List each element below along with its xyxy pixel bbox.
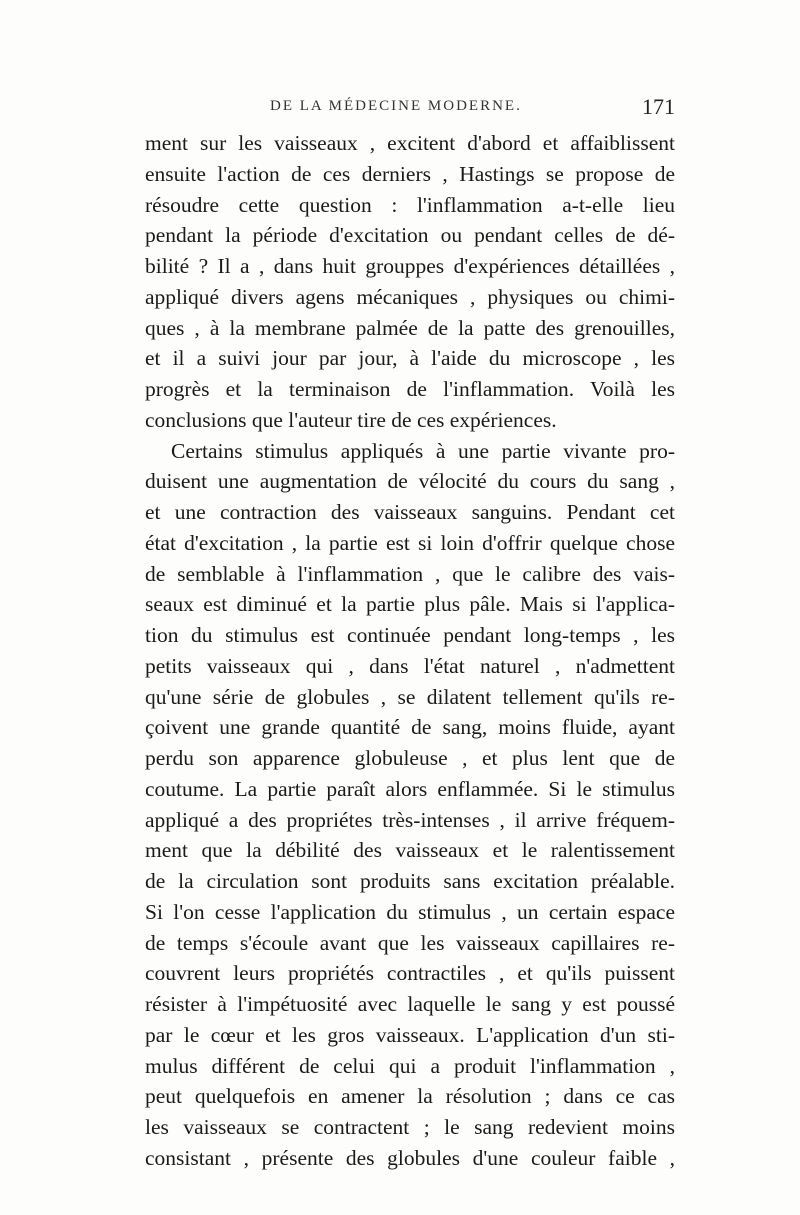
- text-line: mulus différent de celui qui a produit l'inflammation ,: [145, 1053, 675, 1078]
- text-line: de temps s'écoule avant que les vaisseaux capillaires re-: [145, 930, 675, 955]
- text-line: ment que la débilité des vaisseaux et le ralentissement: [145, 838, 675, 863]
- text-line: duisent une augmentation de vélocité du cours du sang ,: [145, 469, 675, 494]
- text-line: tion du stimulus est continuée pendant long-temps , les: [145, 623, 675, 647]
- text-line: bilité ? Il a , dans huit grouppes d'expériences détaillées ,: [145, 254, 675, 278]
- text-line: résoudre cette question : l'inflammation a-t-elle lieu: [145, 192, 675, 217]
- text-line: par le cœur et les gros vaisseaux. L'application d'un sti-: [145, 1022, 675, 1047]
- text-line: qu'une série de globules , se dilatent tellement qu'ils re-: [145, 684, 675, 709]
- text-line: ment sur les vaisseaux , excitent d'abord et affaiblissent: [145, 131, 675, 155]
- text-line: peut quelquefois en amener la résolution ; dans ce cas: [145, 1084, 675, 1109]
- text-line: et il a suivi jour par jour, à l'aide du microscope , les: [145, 346, 675, 371]
- text-line: pendant la période d'excitation ou pendant celles de dé-: [145, 223, 675, 248]
- text-line: ensuite l'action de ces derniers , Hastings se propose de: [145, 161, 675, 186]
- text-line: consistant , présente des globules d'une couleur faible ,: [145, 1145, 675, 1170]
- text-line: couvrent leurs propriétés contractiles , et qu'ils puissent: [145, 961, 675, 986]
- text-line: état d'excitation , la partie est si loin d'offrir quelque chose: [145, 530, 675, 555]
- text-line: çoivent une grande quantité de sang, moins fluide, ayant: [145, 715, 675, 740]
- page-header: [145, 94, 675, 128]
- text-line: seaux est diminué et la partie plus pâle. Mais si l'applica-: [145, 592, 675, 617]
- text-line: conclusions que l'auteur tire de ces expériences.: [145, 407, 557, 432]
- text-line: coutume. La partie paraît alors enflammée. Si le stimulus: [145, 776, 675, 801]
- text-line: progrès et la terminaison de l'inflammation. Voilà les: [145, 377, 675, 401]
- page-number: 171: [642, 94, 675, 119]
- running-head: DE LA MÉDECINE MODERNE.: [270, 98, 522, 114]
- text-line: de semblable à l'inflammation , que le calibre des vais-: [145, 561, 675, 586]
- text-line: appliqué a des propriétes très-intenses , il arrive fréquem-: [145, 807, 675, 832]
- text-line: résister à l'impétuosité avec laquelle le sang y est poussé: [145, 992, 675, 1016]
- text-line: et une contraction des vaisseaux sanguins. Pendant cet: [145, 500, 675, 524]
- text-line: petits vaisseaux qui , dans l'état naturel , n'admettent: [145, 653, 675, 678]
- text-line: les vaisseaux se contractent ; le sang redevient moins: [145, 1115, 675, 1139]
- text-line: perdu son apparence globuleuse , et plus lent que de: [145, 746, 675, 770]
- text-line: appliqué divers agens mécaniques , physiques ou chimi-: [145, 284, 675, 309]
- text-line: Si l'on cesse l'application du stimulus , un certain espace: [145, 899, 675, 924]
- body-text: [145, 128, 675, 1174]
- text-line: Certains stimulus appliqués à une partie vivante pro-: [171, 438, 675, 463]
- text-line: de la circulation sont produits sans excitation préalable.: [145, 869, 675, 893]
- text-line: ques , à la membrane palmée de la patte des grenouilles,: [145, 315, 675, 340]
